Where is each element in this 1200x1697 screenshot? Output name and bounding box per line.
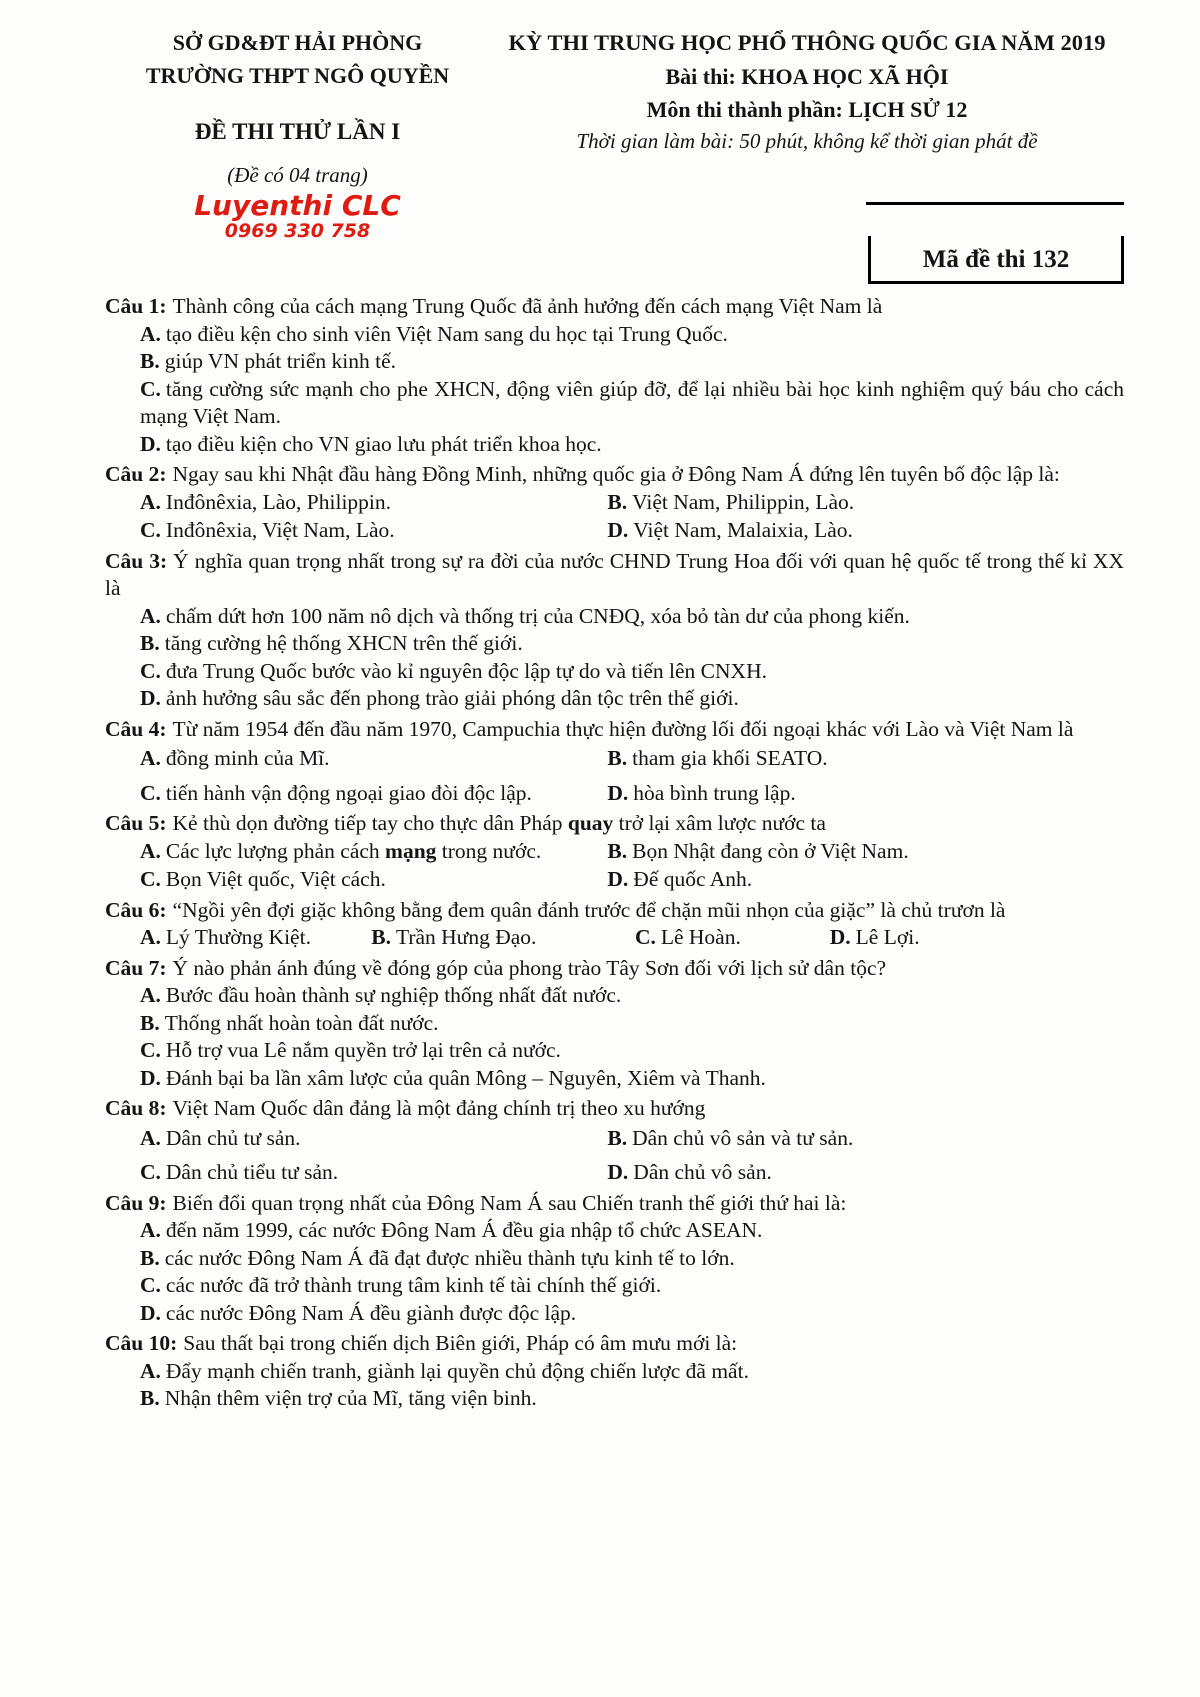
option-text: Bước đầu hoàn thành sự nghiệp thống nhất đất nước. — [165, 983, 622, 1007]
exam-round-title: ĐỀ THI THỬ LẦN I — [194, 119, 401, 144]
option-b — [607, 489, 1124, 517]
option-letter: C. — [140, 1160, 161, 1184]
options — [105, 1358, 1124, 1413]
option-b — [105, 1245, 1124, 1273]
logo — [105, 191, 490, 242]
exam-duration: Thời gian làm bài: 50 phút, không kể thời gian phát đề — [576, 129, 1038, 153]
option-b — [105, 630, 1124, 658]
question-label: Câu 1: — [105, 294, 167, 318]
option-d — [105, 1065, 1124, 1093]
option-letter: D. — [829, 925, 851, 949]
option-text: Inđônêxia, Lào, Philippin. — [165, 489, 392, 514]
option-c — [140, 780, 607, 808]
option-letter: D. — [140, 1065, 161, 1090]
option-text: Bọn Việt quốc, Việt cách. — [165, 867, 386, 891]
option-text: đồng minh của Mĩ. — [165, 746, 330, 770]
question-7 — [105, 955, 1124, 1093]
option-text: tạo điều kiện cho VN giao lưu phát triển khoa học. — [165, 431, 602, 456]
option-text: Inđônêxia, Việt Nam, Lào. — [165, 518, 395, 542]
option-c — [105, 658, 1124, 686]
option-c — [140, 517, 607, 545]
question-stem: Từ năm 1954 đến đầu năm 1970, Campuchia thực hiện đường lối đối ngoại khác với Lào và Việt Nam là — [172, 716, 1074, 741]
option-a — [105, 603, 1124, 631]
option-text: hòa bình trung lập. — [633, 780, 796, 805]
option-a — [105, 1358, 1124, 1386]
option-letter: C. — [140, 867, 161, 891]
option-d — [105, 431, 1124, 459]
options — [105, 1217, 1124, 1327]
option-text: tiến hành vận động ngoại giao đòi độc lập. — [165, 780, 532, 805]
question-3 — [105, 548, 1124, 713]
options — [140, 745, 1124, 807]
question-label: Câu 6: — [105, 897, 167, 922]
option-d — [607, 780, 1124, 808]
option-letter: B. — [607, 746, 628, 770]
option-b — [607, 1125, 1124, 1153]
department-name: SỞ GD&ĐT HẢI PHÒNG — [172, 30, 423, 55]
option-d — [105, 1300, 1124, 1328]
option-text: Bọn Nhật đang còn ở Việt Nam. — [632, 838, 909, 863]
option-c — [105, 376, 1124, 431]
option-letter: B. — [140, 349, 160, 373]
question-5 — [105, 810, 1124, 894]
question-label: Câu 4: — [105, 716, 167, 741]
option-text: các nước Đông Nam Á đều giành được độc lập. — [165, 1300, 577, 1325]
option-letter: A. — [140, 746, 161, 770]
option-a — [140, 924, 371, 952]
question-6 — [105, 897, 1124, 952]
logo-phone: 0969 330 758 — [224, 220, 371, 242]
options — [140, 1125, 1124, 1187]
question-stem: Việt Nam Quốc dân đảng là một đảng chính trị theo xu hướng — [172, 1096, 706, 1120]
option-b — [607, 745, 1124, 773]
option-text: các nước đã trở thành trung tâm kinh tế tài chính thế giới. — [165, 1273, 662, 1297]
question-4 — [105, 716, 1124, 808]
signature-line — [866, 202, 1124, 205]
page-count-note: (Đề có 04 trang) — [227, 163, 368, 187]
option-d — [830, 924, 1124, 952]
option-d — [105, 685, 1124, 713]
options — [105, 982, 1124, 1092]
option-b — [607, 838, 1124, 866]
option-text: giúp VN phát triển kinh tế. — [164, 349, 397, 373]
option-letter: A. — [140, 983, 161, 1007]
option-letter: A. — [140, 1125, 161, 1150]
option-text: Các lực lượng phản cách mạng trong nước. — [165, 838, 542, 863]
option-a — [140, 745, 607, 773]
option-letter: C. — [140, 780, 161, 805]
option-text: các nước Đông Nam Á đã đạt được nhiều thành tựu kinh tế to lớn. — [164, 1245, 735, 1270]
exam-code-box — [868, 236, 1124, 284]
exam-header — [105, 26, 1124, 284]
option-letter: D. — [607, 867, 629, 891]
option-letter: D. — [140, 1300, 161, 1325]
option-b — [105, 1010, 1124, 1038]
question-10 — [105, 1330, 1124, 1413]
option-letter: D. — [140, 686, 161, 710]
option-c — [140, 866, 607, 894]
option-text: tăng cường sức mạnh cho phe XHCN, động viên giúp đỡ, để lại nhiều bài học kinh nghiệm quý báu cho cách mạng Việt Nam. — [140, 376, 1124, 428]
question-label: Câu 9: — [105, 1190, 167, 1215]
option-text: tăng cường hệ thống XHCN trên thế giới. — [164, 631, 523, 655]
option-letter: C. — [140, 1273, 161, 1297]
question-9 — [105, 1190, 1124, 1328]
option-c — [105, 1037, 1124, 1065]
option-letter: A. — [140, 489, 161, 514]
option-text: tham gia khối SEATO. — [632, 746, 828, 770]
option-letter: B. — [140, 1245, 160, 1270]
option-letter: C. — [140, 376, 161, 401]
option-letter: D. — [607, 1160, 629, 1184]
options — [105, 321, 1124, 459]
option-text: Dân chủ vô sản và tư sản. — [632, 1125, 854, 1150]
option-letter: B. — [140, 631, 160, 655]
question-stem: Sau thất bại trong chiến dịch Biên giới, Pháp có âm mưu mới là: — [183, 1331, 738, 1355]
option-letter: A. — [140, 925, 161, 949]
option-letter: C. — [140, 658, 161, 683]
option-letter: B. — [140, 1386, 160, 1410]
option-letter: C. — [140, 1038, 161, 1062]
question-stem: Kẻ thù dọn đường tiếp tay cho thực dân Pháp quay trở lại xâm lược nước ta — [172, 811, 826, 835]
option-text: ảnh hưởng sâu sắc đến phong trào giải phóng dân tộc trên thế giới. — [165, 686, 739, 710]
option-a — [140, 489, 607, 517]
question-label: Câu 3: — [105, 548, 168, 573]
option-text: Việt Nam, Malaixia, Lào. — [633, 518, 853, 542]
question-label: Câu 10: — [105, 1331, 178, 1355]
exam-code-label: Mã đề thi 132 — [922, 246, 1070, 273]
option-text: đến năm 1999, các nước Đông Nam Á đều gia nhập tổ chức ASEAN. — [165, 1218, 763, 1242]
option-letter: C. — [634, 925, 656, 949]
option-letter: D. — [607, 780, 629, 805]
option-letter: B. — [607, 838, 628, 863]
option-text: Lý Thường Kiệt. — [165, 925, 311, 949]
question-label: Câu 2: — [105, 462, 167, 486]
options — [140, 838, 1124, 894]
option-b — [105, 1385, 1124, 1413]
option-letter: C. — [140, 518, 161, 542]
option-text: Lê Lợi. — [855, 925, 920, 949]
option-text: Hỗ trợ vua Lê nắm quyền trở lại trên cả nước. — [165, 1038, 561, 1062]
exam-subject-group: Bài thi: KHOA HỌC XÃ HỘI — [665, 64, 949, 89]
option-b — [371, 924, 635, 952]
option-letter: D. — [607, 518, 629, 542]
option-a — [105, 321, 1124, 349]
question-stem: Ngay sau khi Nhật đầu hàng Đồng Minh, những quốc gia ở Đông Nam Á đứng lên tuyên bố độc lập là: — [172, 462, 1060, 486]
option-text: Dân chủ vô sản. — [633, 1160, 772, 1184]
exam-subject: Môn thi thành phần: LỊCH SỬ 12 — [646, 97, 968, 122]
option-text: Đẩy mạnh chiến tranh, giành lại quyền chủ động chiến lược đã mất. — [165, 1358, 749, 1383]
option-letter: A. — [140, 838, 161, 863]
question-stem: Thành công của cách mạng Trung Quốc đã ảnh hưởng đến cách mạng Việt Nam là — [172, 294, 883, 318]
option-a — [140, 838, 607, 866]
option-letter: D. — [140, 431, 161, 456]
option-text: Dân chủ tiểu tư sản. — [165, 1160, 339, 1184]
option-d — [607, 1159, 1124, 1187]
option-letter: B. — [607, 489, 628, 514]
option-text: Đánh bại ba lần xâm lược của quân Mông – Nguyên, Xiêm và Thanh. — [165, 1065, 766, 1090]
option-text: Dân chủ tư sản. — [165, 1125, 301, 1150]
option-letter: A. — [140, 321, 161, 346]
header-right-column — [490, 26, 1124, 284]
question-2 — [105, 461, 1124, 545]
option-text: Thống nhất hoàn toàn đất nước. — [164, 1010, 439, 1035]
option-c — [140, 1159, 607, 1187]
option-text: Việt Nam, Philippin, Lào. — [632, 489, 855, 514]
question-1 — [105, 293, 1124, 458]
option-text: tạo điều kện cho sinh viên Việt Nam sang du học tại Trung Quốc. — [165, 321, 728, 346]
question-list — [105, 293, 1124, 1413]
option-letter: B. — [140, 1010, 160, 1035]
option-text: chấm dứt hơn 100 năm nô dịch và thống trị của CNĐQ, xóa bỏ tàn dư của phong kiến. — [165, 603, 910, 628]
option-letter: A. — [140, 603, 161, 628]
option-a — [105, 1217, 1124, 1245]
option-letter: A. — [140, 1358, 161, 1383]
question-stem: Biến đổi quan trọng nhất của Đông Nam Á sau Chiến tranh thế giới thứ hai là: — [172, 1190, 847, 1215]
option-a — [105, 982, 1124, 1010]
question-label: Câu 8: — [105, 1096, 167, 1120]
option-letter: A. — [140, 1218, 161, 1242]
option-d — [607, 866, 1124, 894]
question-stem: “Ngồi yên đợi giặc không bằng đem quân đánh trước để chặn mũi nhọn của giặc” là chủ trươn là — [172, 897, 1006, 922]
option-text: Lê Hoàn. — [660, 925, 741, 949]
question-stem: Ý nghĩa quan trọng nhất trong sự ra đời của nước CHND Trung Hoa đối với quan hệ quốc tế trong thế kỉ XX là — [105, 548, 1124, 600]
option-d — [607, 517, 1124, 545]
option-letter: B. — [607, 1125, 628, 1150]
logo-text: Luyenthi CLC — [194, 189, 401, 222]
options — [140, 924, 1124, 952]
option-text: Nhận thêm viện trợ của Mĩ, tăng viện binh. — [164, 1386, 537, 1410]
school-name: TRƯỜNG THPT NGÔ QUYỀN — [145, 63, 450, 88]
option-text: Trần Hưng Đạo. — [395, 925, 537, 949]
option-text: đưa Trung Quốc bước vào kỉ nguyên độc lập tự do và tiến lên CNXH. — [165, 658, 767, 683]
header-left-column — [105, 26, 490, 284]
option-a — [140, 1125, 607, 1153]
option-text: Đế quốc Anh. — [633, 867, 753, 891]
question-label: Câu 5: — [105, 811, 167, 835]
question-8 — [105, 1095, 1124, 1187]
option-c — [105, 1272, 1124, 1300]
option-letter: B. — [371, 925, 391, 949]
options — [140, 489, 1124, 545]
exam-title: KỲ THI TRUNG HỌC PHỔ THÔNG QUỐC GIA NĂM 2019 — [508, 30, 1106, 55]
option-b — [105, 348, 1124, 376]
options — [105, 603, 1124, 713]
question-stem: Ý nào phản ánh đúng về đóng góp của phong trào Tây Sơn đối với lịch sử dân tộc? — [172, 955, 887, 980]
option-c — [635, 924, 830, 952]
question-label: Câu 7: — [105, 955, 167, 980]
